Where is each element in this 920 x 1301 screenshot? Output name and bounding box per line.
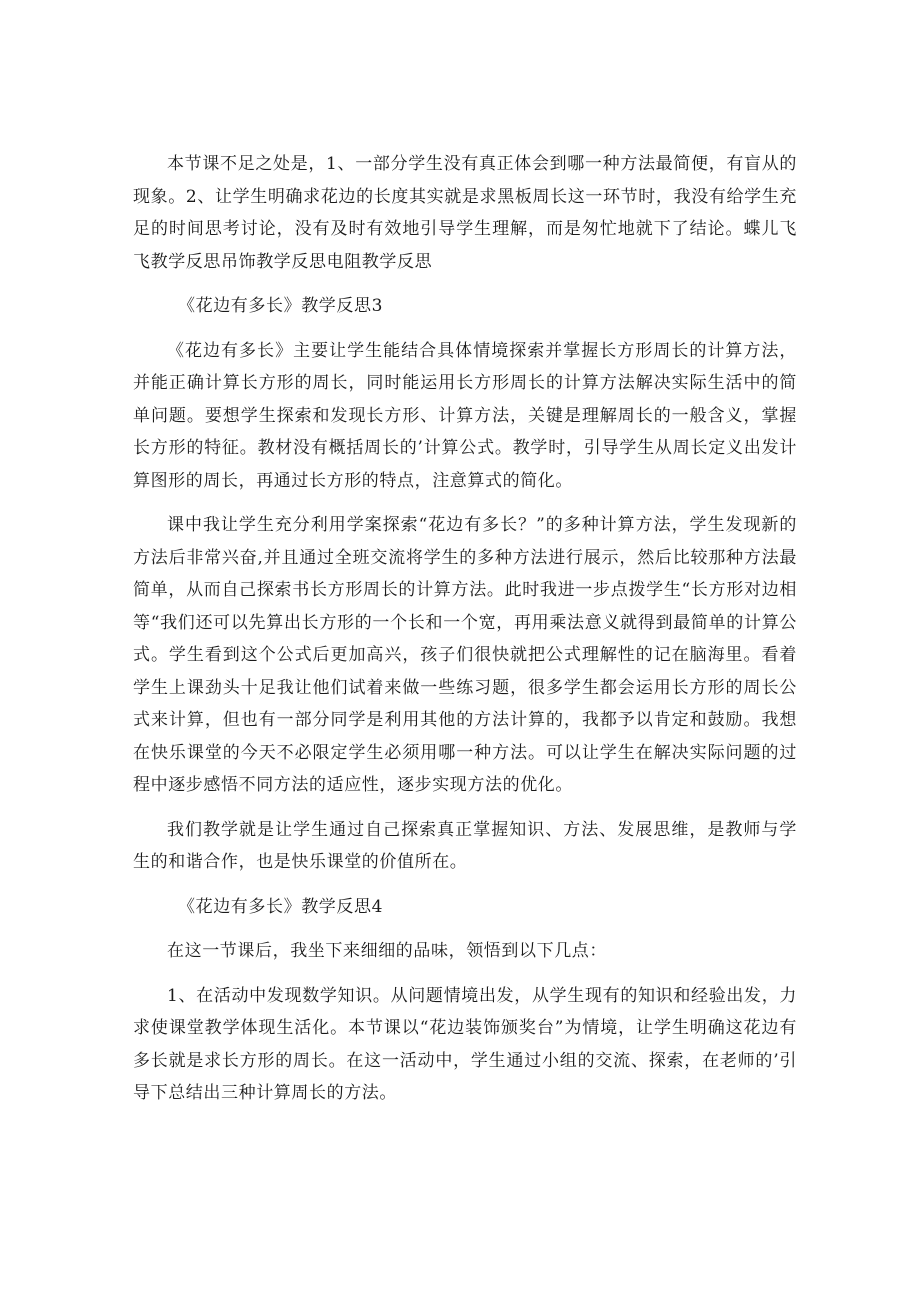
- paragraph-lesson-goal: 《花边有多长》主要让学生能结合具体情境探索并掌握长方形周长的计算方法，并能正确计算长方形的周长，同时能运用长方形周长的计算方法解决实际生活中的简单问题。要想学生探索和发现长方形、计算方法，关键是理解周长的一般含义，掌握长方形的特征。教材没有概括周长的’计算公式。教学时，引导学生从周长定义出发计算图形的周长，再通过长方形的特点，注意算式的简化。: [133, 340, 797, 491]
- paragraph-intro-points: 在这一节课后，我坐下来细细的品味，领悟到以下几点：: [167, 941, 607, 961]
- section-heading-reflection-3: 《花边有多长》教学反思3: [178, 296, 384, 316]
- paragraph-classroom-process: 课中我让学生充分利用学案探索“花边有多长？”的多种计算方法，学生发现新的方法后非常兴奋,并且通过全班交流将学生的多种方法进行展示，然后比较那种方法最简单，从而自己探索书长方形周长的计算方法。此时我进一步点拨学生“长方形对边相等“我们还可以先算出长方形的一个长和一个宽，再用乘法意义就得到最简单的计算公式。学生看到这个公式后更加高兴，孩子们很快就把公式理解性的记在脑海里。看着学生上课劲头十足我让他们试着来做一些练习题，很多学生都会运用长方形的周长公式来计算，但也有一部分同学是利用其他的方法计算的，我都予以肯定和鼓励。我想在快乐课堂的今天不必限定学生必须用哪一种方法。可以让学生在解决实际问题的过程中逐步感悟不同方法的适应性，逐步实现方法的优化。: [133, 515, 797, 795]
- paragraph-conclusion: 我们教学就是让学生通过自己探索真正掌握知识、方法、发展思维，是教师与学生的和谐合作，也是快乐课堂的价值所在。: [133, 819, 797, 872]
- paragraph-shortcomings: 本节课不足之处是，1、一部分学生没有真正体会到哪一种方法最简便，有盲从的现象。2、让学生明确求花边的长度其实就是求黑板周长这一环节时，我没有给学生充足的时间思考讨论，没有及时有效地引导学生理解，而是匆忙地就下了结论。蝶儿飞飞教学反思吊饰教学反思电阻教学反思: [133, 154, 797, 272]
- section-heading-reflection-4: 《花边有多长》教学反思4: [178, 896, 384, 917]
- document-body: [133, 148, 797, 1122]
- paragraph-point-1: 1、在活动中发现数学知识。从问题情境出发，从学生现有的知识和经验出发，力求使课堂教学体现生活化。本节课以“花边装饰颁奖台”为情境，让学生明确这花边有多长就是求长方形的周长。在这一活动中，学生通过小组的交流、探索，在老师的’引导下总结出三种计算周长的方法。: [133, 985, 797, 1103]
